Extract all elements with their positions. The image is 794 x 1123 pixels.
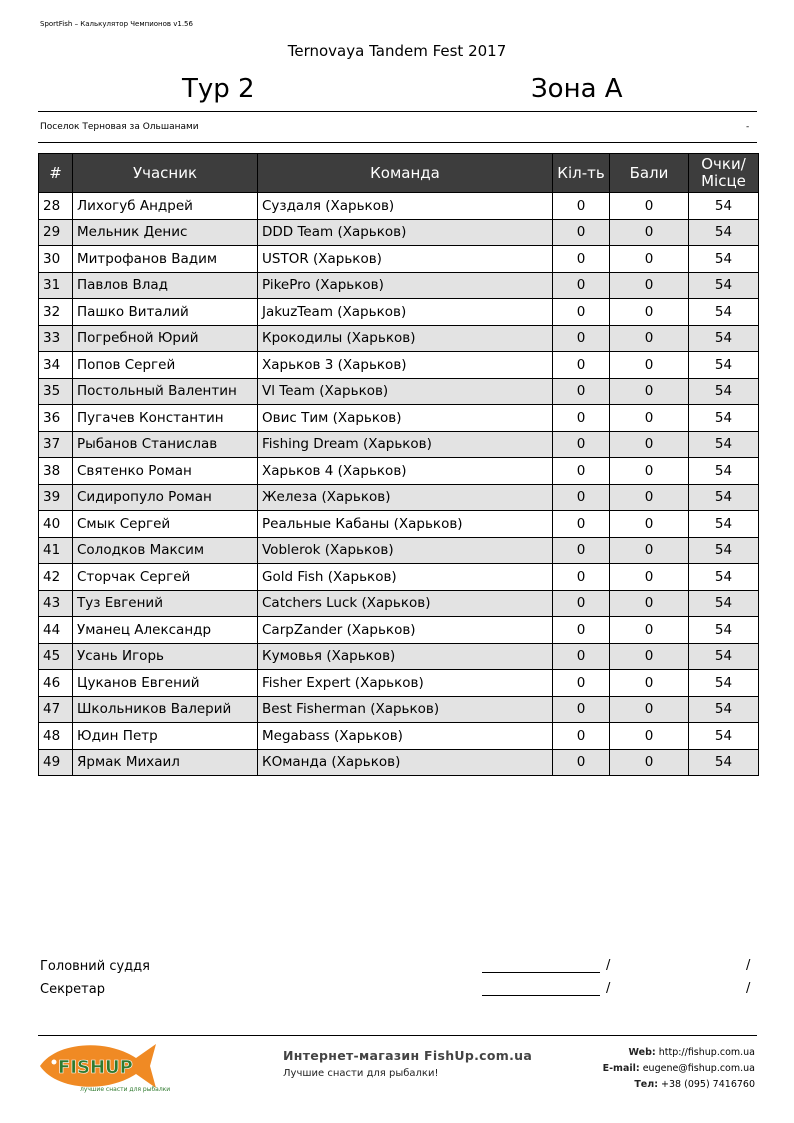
cell-place: 54 [689,670,759,697]
cell-points: 0 [610,749,689,776]
cell-team: Fishing Dream (Харьков) [258,431,553,458]
cell-team: Реальные Кабаны (Харьков) [258,511,553,538]
contacts [560,1045,755,1093]
cell-team: Овис Тим (Харьков) [258,405,553,432]
cell-team: Харьков 4 (Харьков) [258,458,553,485]
cell-team: USTOR (Харьков) [258,246,553,273]
cell-count: 0 [553,246,610,273]
table-row [39,643,759,670]
cell-count: 0 [553,299,610,326]
cell-participant: Сторчак Сергей [73,564,258,591]
table-row [39,564,759,591]
cell-count: 0 [553,405,610,432]
cell-participant: Погребной Юрий [73,325,258,352]
cell-count: 0 [553,219,610,246]
email-label: E-mail: [602,1063,640,1074]
cell-points: 0 [610,511,689,538]
tel-label: Тел: [634,1079,659,1090]
cell-team: Vl Team (Харьков) [258,378,553,405]
cell-place: 54 [689,537,759,564]
cell-number: 48 [39,723,73,750]
cell-points: 0 [610,325,689,352]
cell-participant: Святенко Роман [73,458,258,485]
cell-points: 0 [610,272,689,299]
cell-participant: Туз Евгений [73,590,258,617]
cell-count: 0 [553,696,610,723]
cell-points: 0 [610,193,689,220]
cell-participant: Рыбанов Станислав [73,431,258,458]
cell-place: 54 [689,405,759,432]
cell-participant: Павлов Влад [73,272,258,299]
cell-number: 47 [39,696,73,723]
table-row [39,431,759,458]
cell-number: 40 [39,511,73,538]
cell-points: 0 [610,378,689,405]
web-label: Web: [628,1047,656,1058]
col-header-number: # [39,154,73,193]
cell-team: Voblerok (Харьков) [258,537,553,564]
cell-place: 54 [689,643,759,670]
cell-place: 54 [689,458,759,485]
cell-place: 54 [689,378,759,405]
cell-number: 32 [39,299,73,326]
cell-count: 0 [553,193,610,220]
judge-label: Головний суддя [40,959,150,974]
table-row [39,325,759,352]
cell-participant: Пугачев Константин [73,405,258,432]
cell-number: 45 [39,643,73,670]
cell-number: 37 [39,431,73,458]
cell-participant: Усань Игорь [73,643,258,670]
cell-count: 0 [553,590,610,617]
table-row [39,219,759,246]
cell-number: 42 [39,564,73,591]
cell-count: 0 [553,564,610,591]
cell-team: CarpZander (Харьков) [258,617,553,644]
cell-points: 0 [610,564,689,591]
cell-place: 54 [689,352,759,379]
cell-count: 0 [553,723,610,750]
cell-number: 44 [39,617,73,644]
secretary-label: Секретар [40,982,105,997]
cell-points: 0 [610,405,689,432]
cell-participant: Цуканов Евгений [73,670,258,697]
cell-count: 0 [553,643,610,670]
cell-count: 0 [553,537,610,564]
cell-number: 29 [39,219,73,246]
cell-points: 0 [610,590,689,617]
cell-team: Суздаля (Харьков) [258,193,553,220]
cell-participant: Мельник Денис [73,219,258,246]
cell-team: Fisher Expert (Харьков) [258,670,553,697]
cell-participant: Ярмак Михаил [73,749,258,776]
cell-participant: Юдин Петр [73,723,258,750]
cell-team: Харьков 3 (Харьков) [258,352,553,379]
cell-points: 0 [610,458,689,485]
cell-place: 54 [689,246,759,273]
shop-name: Интернет-магазин FishUp.com.ua [283,1048,533,1063]
cell-number: 43 [39,590,73,617]
table-row [39,749,759,776]
table-row [39,193,759,220]
table-row [39,590,759,617]
cell-team: Крокодилы (Харьков) [258,325,553,352]
cell-team: JakuzTeam (Харьков) [258,299,553,326]
cell-points: 0 [610,670,689,697]
table-row [39,246,759,273]
cell-place: 54 [689,564,759,591]
cell-place: 54 [689,272,759,299]
table-row [39,723,759,750]
cell-points: 0 [610,617,689,644]
event-title: Ternovaya Tandem Fest 2017 [287,42,507,60]
cell-place: 54 [689,193,759,220]
cell-points: 0 [610,484,689,511]
shop-tagline: Лучшие снасти для рыбалки! [283,1068,439,1079]
cell-place: 54 [689,617,759,644]
cell-points: 0 [610,352,689,379]
cell-number: 28 [39,193,73,220]
phone-number: +38 (095) 7416760 [661,1079,755,1090]
cell-number: 38 [39,458,73,485]
location-extra: - [746,122,750,132]
col-header-count: Кіл-ть [553,154,610,193]
cell-team: Best Fisherman (Харьков) [258,696,553,723]
cell-count: 0 [553,458,610,485]
logo-text: FISHUP [58,1057,133,1078]
cell-place: 54 [689,590,759,617]
cell-participant: Лихогуб Андрей [73,193,258,220]
app-caption: SportFish – Калькулятор Чемпионов v1.56 [40,20,193,28]
table-row [39,272,759,299]
cell-count: 0 [553,617,610,644]
col-header-participant: Учасник [73,154,258,193]
judge-slash-2: / [746,958,751,973]
table-row [39,299,759,326]
cell-points: 0 [610,537,689,564]
cell-points: 0 [610,431,689,458]
web-link[interactable]: http://fishup.com.ua [658,1047,755,1058]
table-row [39,670,759,697]
cell-team: Catchers Luck (Харьков) [258,590,553,617]
col-header-place: Очки/ Місце [689,154,759,193]
cell-participant: Школьников Валерий [73,696,258,723]
cell-number: 33 [39,325,73,352]
cell-participant: Пашко Виталий [73,299,258,326]
email-link[interactable]: eugene@fishup.com.ua [642,1063,755,1074]
cell-participant: Попов Сергей [73,352,258,379]
col-header-points: Бали [610,154,689,193]
cell-points: 0 [610,643,689,670]
cell-count: 0 [553,325,610,352]
judge-signature-line [482,958,600,977]
cell-points: 0 [610,299,689,326]
cell-place: 54 [689,299,759,326]
results-table [38,153,759,776]
cell-count: 0 [553,378,610,405]
cell-place: 54 [689,696,759,723]
cell-number: 30 [39,246,73,273]
fish-logo-icon [36,1036,171,1096]
cell-place: 54 [689,511,759,538]
cell-number: 46 [39,670,73,697]
cell-number: 41 [39,537,73,564]
table-row [39,458,759,485]
cell-place: 54 [689,325,759,352]
cell-number: 35 [39,378,73,405]
table-row [39,537,759,564]
cell-team: Megabass (Харьков) [258,723,553,750]
cell-participant: Митрофанов Вадим [73,246,258,273]
table-row [39,405,759,432]
table-row [39,617,759,644]
cell-count: 0 [553,352,610,379]
judge-slash-1: / [606,958,611,973]
cell-team: Gold Fish (Харьков) [258,564,553,591]
cell-number: 39 [39,484,73,511]
cell-points: 0 [610,246,689,273]
tour-label: Тур 2 [182,74,255,104]
results-body [39,193,759,776]
cell-count: 0 [553,511,610,538]
col-header-team: Команда [258,154,553,193]
cell-place: 54 [689,219,759,246]
secretary-slash-1: / [606,981,611,996]
cell-participant: Уманец Александр [73,617,258,644]
cell-points: 0 [610,723,689,750]
location: Поселок Терновая за Ольшанами [40,122,199,132]
table-row [39,352,759,379]
divider [38,142,757,143]
table-header-row [39,154,759,193]
cell-place: 54 [689,431,759,458]
cell-place: 54 [689,723,759,750]
cell-points: 0 [610,696,689,723]
cell-place: 54 [689,484,759,511]
table-row [39,378,759,405]
cell-count: 0 [553,431,610,458]
cell-team: Железа (Харьков) [258,484,553,511]
cell-participant: Солодков Максим [73,537,258,564]
cell-place: 54 [689,749,759,776]
table-row [39,511,759,538]
table-row [39,484,759,511]
cell-points: 0 [610,219,689,246]
table-row [39,696,759,723]
cell-count: 0 [553,484,610,511]
divider [38,111,757,112]
cell-number: 49 [39,749,73,776]
secretary-slash-2: / [746,981,751,996]
zone-label: Зона А [531,74,623,104]
cell-team: DDD Team (Харьков) [258,219,553,246]
logo-tagline: лучшие снасти для рыбалки [80,1086,171,1093]
cell-count: 0 [553,670,610,697]
cell-number: 31 [39,272,73,299]
cell-team: PikePro (Харьков) [258,272,553,299]
cell-participant: Постольный Валентин [73,378,258,405]
secretary-signature-line [482,981,600,1000]
cell-count: 0 [553,272,610,299]
fishup-logo [36,1036,171,1096]
cell-team: КОманда (Харьков) [258,749,553,776]
cell-number: 36 [39,405,73,432]
cell-count: 0 [553,749,610,776]
cell-number: 34 [39,352,73,379]
cell-team: Кумовья (Харьков) [258,643,553,670]
cell-participant: Сидиропуло Роман [73,484,258,511]
cell-participant: Смык Сергей [73,511,258,538]
